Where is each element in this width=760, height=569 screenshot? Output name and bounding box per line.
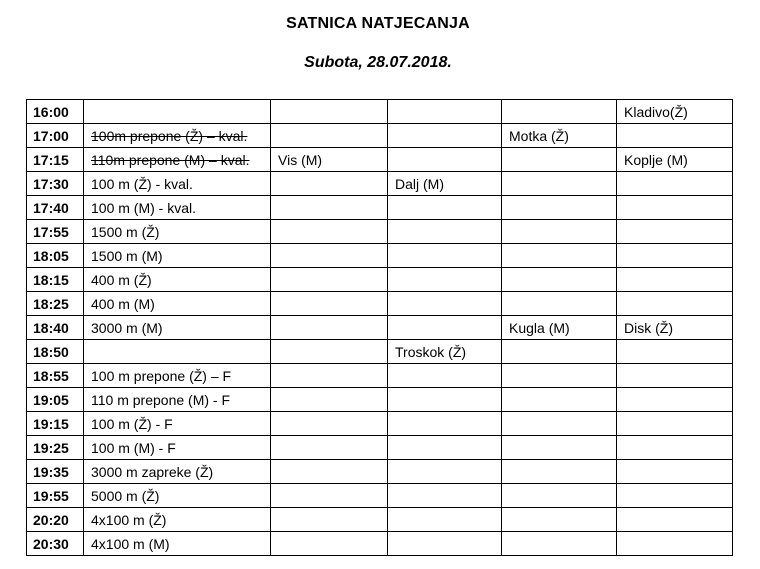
- table-row: [27, 460, 733, 484]
- event-cell: [388, 532, 502, 556]
- event-cell: 3000 m zapreke (Ž): [84, 460, 271, 484]
- table-row: [27, 124, 733, 148]
- event-cell: [271, 412, 388, 436]
- event-cell: [502, 172, 617, 196]
- table-row: [27, 268, 733, 292]
- time-cell: 19:25: [27, 436, 84, 460]
- event-cell: [502, 100, 617, 124]
- event-cell: [617, 412, 733, 436]
- time-cell: 18:40: [27, 316, 84, 340]
- event-cell: [388, 148, 502, 172]
- event-cell: [617, 388, 733, 412]
- event-cell: Motka (Ž): [502, 124, 617, 148]
- table-row: [27, 508, 733, 532]
- event-cell: [84, 148, 271, 172]
- event-cell: [271, 244, 388, 268]
- table-row: [27, 292, 733, 316]
- time-cell: 17:15: [27, 148, 84, 172]
- event-cell: [502, 412, 617, 436]
- table-row: [27, 196, 733, 220]
- event-cell: [388, 508, 502, 532]
- event-cell: [84, 100, 271, 124]
- cancelled-event-label: 110m prepone (M) – kval.: [91, 152, 250, 168]
- event-cell: [271, 316, 388, 340]
- table-row: [27, 412, 733, 436]
- time-cell: 17:55: [27, 220, 84, 244]
- event-cell: Koplje (M): [617, 148, 733, 172]
- event-cell: [617, 436, 733, 460]
- event-cell: 100 m prepone (Ž) – F: [84, 364, 271, 388]
- table-row: [27, 484, 733, 508]
- event-cell: [388, 124, 502, 148]
- event-cell: [502, 508, 617, 532]
- event-cell: 110 m prepone (M) - F: [84, 388, 271, 412]
- event-cell: [388, 388, 502, 412]
- table-row: [27, 364, 733, 388]
- table-row: [27, 316, 733, 340]
- schedule-date: Subota, 28.07.2018.: [304, 54, 452, 71]
- event-cell: [388, 460, 502, 484]
- event-cell: [271, 388, 388, 412]
- event-cell: [388, 244, 502, 268]
- event-cell: [388, 220, 502, 244]
- event-cell: [617, 196, 733, 220]
- event-cell: [617, 292, 733, 316]
- time-cell: 16:00: [27, 100, 84, 124]
- event-cell: 100 m (Ž) - F: [84, 412, 271, 436]
- event-cell: [617, 124, 733, 148]
- event-cell: Troskok (Ž): [388, 340, 502, 364]
- event-cell: [388, 436, 502, 460]
- event-cell: [388, 412, 502, 436]
- time-cell: 17:00: [27, 124, 84, 148]
- event-cell: [502, 292, 617, 316]
- time-cell: 18:55: [27, 364, 84, 388]
- event-cell: 400 m (M): [84, 292, 271, 316]
- event-cell: [617, 268, 733, 292]
- table-row: [27, 532, 733, 556]
- event-cell: Kugla (M): [502, 316, 617, 340]
- event-cell: [388, 484, 502, 508]
- event-cell: [502, 268, 617, 292]
- table-row: [27, 220, 733, 244]
- table-row: [27, 148, 733, 172]
- event-cell: [271, 532, 388, 556]
- event-cell: [502, 220, 617, 244]
- event-cell: [388, 292, 502, 316]
- table-row: [27, 388, 733, 412]
- event-cell: [617, 508, 733, 532]
- event-cell: [271, 100, 388, 124]
- time-cell: 18:25: [27, 292, 84, 316]
- schedule-table: [26, 99, 733, 556]
- event-cell: [388, 268, 502, 292]
- event-cell: [502, 460, 617, 484]
- event-cell: [502, 388, 617, 412]
- event-cell: Kladivo(Ž): [617, 100, 733, 124]
- event-cell: [502, 340, 617, 364]
- time-cell: 17:30: [27, 172, 84, 196]
- event-cell: 4x100 m (Ž): [84, 508, 271, 532]
- event-cell: [271, 508, 388, 532]
- time-cell: 18:15: [27, 268, 84, 292]
- event-cell: [502, 148, 617, 172]
- table-row: [27, 340, 733, 364]
- table-row: [27, 244, 733, 268]
- event-cell: [617, 340, 733, 364]
- table-row: [27, 436, 733, 460]
- event-cell: [84, 124, 271, 148]
- event-cell: [617, 364, 733, 388]
- event-cell: [617, 532, 733, 556]
- event-cell: 100 m (M) - kval.: [84, 196, 271, 220]
- time-cell: 20:30: [27, 532, 84, 556]
- event-cell: [271, 436, 388, 460]
- table-row: [27, 100, 733, 124]
- time-cell: 19:35: [27, 460, 84, 484]
- event-cell: 100 m (M) - F: [84, 436, 271, 460]
- event-cell: [617, 484, 733, 508]
- event-cell: [502, 364, 617, 388]
- time-cell: 19:55: [27, 484, 84, 508]
- event-cell: [502, 436, 617, 460]
- time-cell: 19:15: [27, 412, 84, 436]
- event-cell: 400 m (Ž): [84, 268, 271, 292]
- event-cell: 1500 m (M): [84, 244, 271, 268]
- event-cell: 4x100 m (M): [84, 532, 271, 556]
- event-cell: [271, 268, 388, 292]
- event-cell: [388, 316, 502, 340]
- event-cell: [617, 220, 733, 244]
- event-cell: [388, 364, 502, 388]
- page-title: SATNICA NATJECANJA: [286, 15, 470, 32]
- cancelled-event-label: 100m prepone (Ž) – kval.: [91, 128, 248, 144]
- event-cell: [271, 364, 388, 388]
- event-cell: [388, 196, 502, 220]
- schedule-body: [27, 100, 733, 556]
- event-cell: Dalj (M): [388, 172, 502, 196]
- event-cell: 5000 m (Ž): [84, 484, 271, 508]
- event-cell: Disk (Ž): [617, 316, 733, 340]
- event-cell: [271, 340, 388, 364]
- event-cell: [617, 244, 733, 268]
- event-cell: [502, 196, 617, 220]
- table-row: [27, 172, 733, 196]
- time-cell: 18:05: [27, 244, 84, 268]
- event-cell: [617, 172, 733, 196]
- event-cell: Vis (M): [271, 148, 388, 172]
- event-cell: 3000 m (M): [84, 316, 271, 340]
- event-cell: [271, 460, 388, 484]
- time-cell: 20:20: [27, 508, 84, 532]
- event-cell: [271, 292, 388, 316]
- event-cell: 1500 m (Ž): [84, 220, 271, 244]
- event-cell: [271, 124, 388, 148]
- event-cell: [271, 196, 388, 220]
- time-cell: 17:40: [27, 196, 84, 220]
- event-cell: [502, 532, 617, 556]
- event-cell: [271, 220, 388, 244]
- event-cell: [271, 172, 388, 196]
- event-cell: [502, 244, 617, 268]
- event-cell: [502, 484, 617, 508]
- time-cell: 18:50: [27, 340, 84, 364]
- event-cell: [84, 340, 271, 364]
- event-cell: [388, 100, 502, 124]
- event-cell: [617, 460, 733, 484]
- event-cell: 100 m (Ž) - kval.: [84, 172, 271, 196]
- event-cell: [271, 484, 388, 508]
- time-cell: 19:05: [27, 388, 84, 412]
